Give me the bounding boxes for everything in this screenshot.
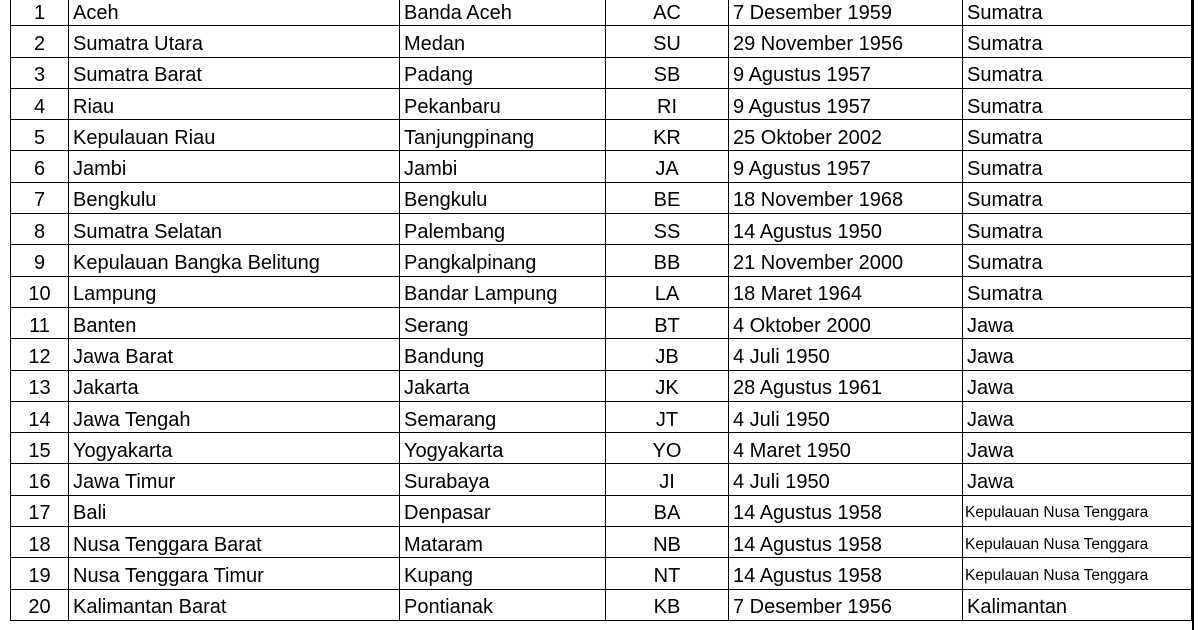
date-cell: 4 Maret 1950	[729, 433, 963, 464]
row-number-cell: 16	[11, 464, 69, 495]
province-cell: Jambi	[69, 151, 400, 182]
capital-cell: Yogyakarta	[400, 433, 606, 464]
capital-cell: Medan	[400, 26, 606, 57]
row-number-cell: 2	[11, 26, 69, 57]
province-cell: Riau	[69, 88, 400, 119]
row-number-cell: 5	[11, 120, 69, 151]
date-cell: 4 Juli 1950	[729, 464, 963, 495]
date-cell: 4 Oktober 2000	[729, 307, 963, 338]
code-cell: BA	[606, 495, 729, 526]
row-number-cell: 14	[11, 401, 69, 432]
date-cell: 4 Juli 1950	[729, 339, 963, 370]
table-row	[11, 464, 1192, 495]
capital-cell: Surabaya	[400, 464, 606, 495]
date-cell: 14 Agustus 1958	[729, 527, 963, 558]
capital-cell: Pekanbaru	[400, 88, 606, 119]
code-cell: YO	[606, 433, 729, 464]
province-cell: Yogyakarta	[69, 433, 400, 464]
code-cell: NB	[606, 527, 729, 558]
row-number-cell: 12	[11, 339, 69, 370]
table-row	[11, 558, 1192, 589]
island-cell: Sumatra	[963, 214, 1192, 245]
row-number-cell: 17	[11, 495, 69, 526]
island-cell: Sumatra	[963, 182, 1192, 213]
province-cell: Sumatra Barat	[69, 57, 400, 88]
table-row	[11, 120, 1192, 151]
capital-cell: Bengkulu	[400, 182, 606, 213]
island-cell: Kepulauan Nusa Tenggara	[963, 558, 1192, 589]
table-row	[11, 88, 1192, 119]
row-number-cell: 18	[11, 527, 69, 558]
capital-cell: Serang	[400, 307, 606, 338]
code-cell: BT	[606, 307, 729, 338]
capital-cell: Pontianak	[400, 589, 606, 620]
code-cell: JK	[606, 370, 729, 401]
island-cell: Sumatra	[963, 245, 1192, 276]
island-cell: Jawa	[963, 307, 1192, 338]
date-cell: 14 Agustus 1950	[729, 214, 963, 245]
capital-cell: Pangkalpinang	[400, 245, 606, 276]
province-cell: Kepulauan Bangka Belitung	[69, 245, 400, 276]
date-cell: 14 Agustus 1958	[729, 495, 963, 526]
row-number-cell: 11	[11, 307, 69, 338]
row-number-cell: 13	[11, 370, 69, 401]
province-cell: Banten	[69, 307, 400, 338]
table-row	[11, 57, 1192, 88]
province-table	[10, 0, 1192, 621]
province-cell: Jakarta	[69, 370, 400, 401]
province-cell: Jawa Tengah	[69, 401, 400, 432]
province-cell: Jawa Barat	[69, 339, 400, 370]
table-row	[11, 182, 1192, 213]
date-cell: 18 November 1968	[729, 182, 963, 213]
row-number-cell: 10	[11, 276, 69, 307]
row-number-cell: 20	[11, 589, 69, 620]
table-row	[11, 401, 1192, 432]
table-row	[11, 589, 1192, 620]
code-cell: SB	[606, 57, 729, 88]
province-cell: Jawa Timur	[69, 464, 400, 495]
capital-cell: Kupang	[400, 558, 606, 589]
row-number-cell: 6	[11, 151, 69, 182]
row-number-cell: 4	[11, 88, 69, 119]
capital-cell: Tanjungpinang	[400, 120, 606, 151]
island-cell: Sumatra	[963, 276, 1192, 307]
island-cell: Kepulauan Nusa Tenggara	[963, 527, 1192, 558]
row-number-cell: 19	[11, 558, 69, 589]
date-cell: 18 Maret 1964	[729, 276, 963, 307]
table-row	[11, 276, 1192, 307]
scrollbar-edge[interactable]	[1192, 0, 1200, 630]
table-row	[11, 433, 1192, 464]
capital-cell: Mataram	[400, 527, 606, 558]
capital-cell: Jambi	[400, 151, 606, 182]
code-cell: SU	[606, 26, 729, 57]
province-cell: Bengkulu	[69, 182, 400, 213]
row-number-cell: 3	[11, 57, 69, 88]
code-cell: KB	[606, 589, 729, 620]
code-cell: AC	[606, 0, 729, 26]
island-cell: Sumatra	[963, 151, 1192, 182]
island-cell: Sumatra	[963, 120, 1192, 151]
code-cell: JI	[606, 464, 729, 495]
island-cell: Sumatra	[963, 57, 1192, 88]
date-cell: 7 Desember 1956	[729, 589, 963, 620]
code-cell: BB	[606, 245, 729, 276]
capital-cell: Bandar Lampung	[400, 276, 606, 307]
island-cell: Kepulauan Nusa Tenggara	[963, 495, 1192, 526]
date-cell: 29 November 1956	[729, 26, 963, 57]
province-cell: Sumatra Selatan	[69, 214, 400, 245]
table-row	[11, 214, 1192, 245]
island-cell: Jawa	[963, 433, 1192, 464]
row-number-cell: 9	[11, 245, 69, 276]
code-cell: JB	[606, 339, 729, 370]
island-cell: Sumatra	[963, 0, 1192, 26]
table-row	[11, 370, 1192, 401]
code-cell: JA	[606, 151, 729, 182]
island-cell: Jawa	[963, 464, 1192, 495]
code-cell: JT	[606, 401, 729, 432]
code-cell: LA	[606, 276, 729, 307]
capital-cell: Jakarta	[400, 370, 606, 401]
capital-cell: Bandung	[400, 339, 606, 370]
island-cell: Jawa	[963, 370, 1192, 401]
capital-cell: Padang	[400, 57, 606, 88]
capital-cell: Palembang	[400, 214, 606, 245]
code-cell: BE	[606, 182, 729, 213]
capital-cell: Semarang	[400, 401, 606, 432]
date-cell: 25 Oktober 2002	[729, 120, 963, 151]
date-cell: 14 Agustus 1958	[729, 558, 963, 589]
table-row	[11, 527, 1192, 558]
date-cell: 9 Agustus 1957	[729, 88, 963, 119]
row-number-cell: 15	[11, 433, 69, 464]
row-number-cell: 8	[11, 214, 69, 245]
date-cell: 28 Agustus 1961	[729, 370, 963, 401]
province-cell: Nusa Tenggara Timur	[69, 558, 400, 589]
province-cell: Bali	[69, 495, 400, 526]
island-cell: Sumatra	[963, 26, 1192, 57]
code-cell: RI	[606, 88, 729, 119]
table-row	[11, 307, 1192, 338]
date-cell: 7 Desember 1959	[729, 0, 963, 26]
table-row	[11, 495, 1192, 526]
code-cell: NT	[606, 558, 729, 589]
table-body	[11, 0, 1192, 620]
table-row	[11, 26, 1192, 57]
province-cell: Aceh	[69, 0, 400, 26]
province-cell: Kepulauan Riau	[69, 120, 400, 151]
island-cell: Jawa	[963, 401, 1192, 432]
province-cell: Lampung	[69, 276, 400, 307]
table-row	[11, 339, 1192, 370]
island-cell: Sumatra	[963, 88, 1192, 119]
capital-cell: Banda Aceh	[400, 0, 606, 26]
table-row	[11, 245, 1192, 276]
code-cell: KR	[606, 120, 729, 151]
capital-cell: Denpasar	[400, 495, 606, 526]
province-cell: Nusa Tenggara Barat	[69, 527, 400, 558]
row-number-cell: 7	[11, 182, 69, 213]
date-cell: 9 Agustus 1957	[729, 151, 963, 182]
date-cell: 21 November 2000	[729, 245, 963, 276]
code-cell: SS	[606, 214, 729, 245]
province-cell: Sumatra Utara	[69, 26, 400, 57]
table-row	[11, 0, 1192, 26]
date-cell: 4 Juli 1950	[729, 401, 963, 432]
province-cell: Kalimantan Barat	[69, 589, 400, 620]
island-cell: Jawa	[963, 339, 1192, 370]
row-number-cell: 1	[11, 0, 69, 26]
table-row	[11, 151, 1192, 182]
date-cell: 9 Agustus 1957	[729, 57, 963, 88]
island-cell: Kalimantan	[963, 589, 1192, 620]
